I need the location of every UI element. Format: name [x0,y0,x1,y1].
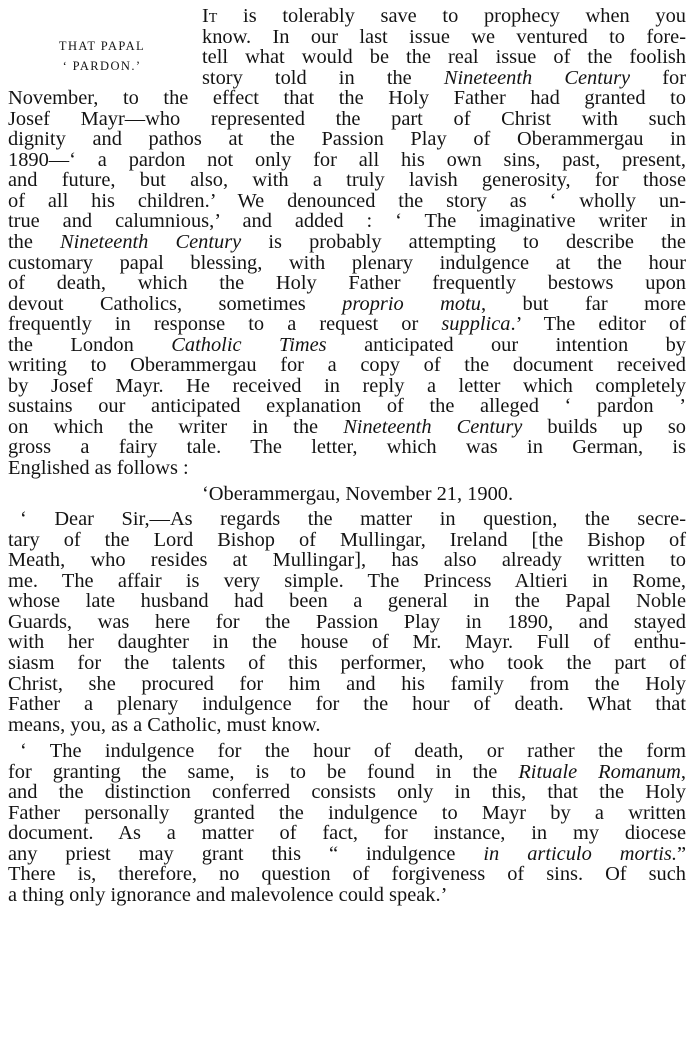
letter-line: Christ, she procured for him and his family from the Holy [8,672,686,695]
text-run: , but far more [480,292,686,315]
italic-run: in articulo mortis. [483,842,677,865]
text-run: and the distinction conferred consists only in this, that the Holy [8,781,686,804]
text-run: know. In our last issue we ventured to fore- [202,25,686,48]
article-line [8,314,686,335]
article-line [8,191,686,212]
italic-run: proprio motu [342,292,481,315]
letter-line [8,782,686,803]
text-run: story told in the [202,66,444,89]
margin-heading-line-1: THAT PAPAL [58,39,146,53]
article-body [8,6,686,906]
text-run: is probably attempting to describe the [241,231,686,254]
text-run: of death, which the Holy Father frequently bestows upon [8,272,686,295]
article-line [8,437,686,458]
article-line [202,27,686,48]
text-run: writing to Oberammergau for a copy of the document received [8,354,686,377]
text-run: true and calumnious,’ and added : ‘ The imaginative writer in [8,210,686,233]
article-line [202,68,686,89]
text-run: tell what would be the real issue of the foolish [202,46,686,69]
letter-line [8,864,686,885]
text-run: by Josef Mayr. He received in reply a letter which completely [8,374,686,397]
article-line [8,417,686,438]
article-line [8,335,686,356]
text-run: document. As a matter of fact, for instance, in my diocese [8,822,686,845]
text-run: frequently in response to a request or [8,313,442,336]
letter-line: siasm for the talents of this performer, who took the part of [8,651,686,674]
text-run: the London [8,333,172,356]
margin-heading [8,36,196,76]
text-run: customary papal blessing, with plenary indulgence at the hour [8,251,686,274]
text-run: on which the writer in the [8,415,344,438]
article-line [8,150,686,171]
text-run: is tolerably save to prophecy when you [217,5,686,27]
article-line [8,109,686,130]
italic-run: Nineteenth Century [60,231,242,254]
italic-run: supplica [441,313,511,336]
text-run: , [680,760,686,783]
margin-heading-line-2: ‘ PARDON.’ [62,59,142,73]
text-run: for [630,66,687,89]
article-line [8,355,686,376]
letter-line [8,803,686,824]
letter-line: Father a plenary indulgence for the hour of death. What that [8,693,686,716]
letter-dateline: ‘Oberammergau, November 21, 1900. [202,482,514,505]
text-run: a thing only ignorance and malevolence could speak.’ [8,883,448,906]
text-run: Josef Mayr—who represented the part of Christ with such [8,107,686,130]
letter-line [8,741,686,762]
text-run: Englished as follows : [8,457,189,480]
article-line [8,129,686,150]
article-line [202,6,686,27]
text-run: sustains our anticipated explanation of the alleged ‘ pardon ’ [8,395,686,418]
text-run: devout Catholics, sometimes [8,292,343,315]
text-run: the [8,231,61,254]
text-run: any priest may grant this “ indulgence [8,842,484,865]
article-line [202,47,686,68]
italic-run: Nineteenth Century [343,415,523,438]
article-line [8,232,686,253]
article-line [8,396,686,417]
text-run: November, to the effect that the Holy Father had granted to [8,87,686,110]
text-run: dignity and pathos at the Passion Play of Oberammergau in [8,128,686,151]
article-line [8,458,686,479]
text-run: and future, but also, with a truly lavish generosity, for those [8,169,686,192]
letter-line: tary of the Lord Bishop of Mullingar, Ireland [the Bishop of [8,528,686,551]
article-line [8,376,686,397]
italic-run: Catholic Times [171,333,327,356]
italic-run: Rituale Romanum [518,760,681,783]
article-line [8,211,686,232]
text-run: for granting the same, is to be found in the [8,760,519,783]
letter-line: ‘ Dear Sir,—As regards the matter in question, the secre- [20,508,686,531]
article-line [8,273,686,294]
letter-line: with her daughter in the house of Mr. Mayr. Full of enthu- [8,631,686,654]
letter-line: means, you, as a Catholic, must know. [8,713,321,736]
letter-line: Guards, was here for the Passion Play in 1890, and stayed [8,610,686,633]
letter-line [8,885,686,906]
letter-line: Meath, who resides at Mullingar], has also already written to [8,549,686,572]
letter-line: me. The affair is very simple. The Princess Altieri in Rome, [8,569,686,592]
article-line [8,170,686,191]
letter-line [8,762,686,783]
article-line [8,294,686,315]
text-run: ‘ The indulgence for the hour of death, or rather the form [20,740,686,763]
text-run: builds up so [522,415,686,438]
text-run: There is, therefore, no question of forgiveness of sins. Of such [8,863,686,886]
smallcaps-run: It [202,5,218,27]
letter-line [8,823,686,844]
text-run: gross a fairy tale. The letter, which was in German, is [8,436,686,459]
text-run: ” [676,842,687,865]
letter-line [8,844,686,865]
article-line [8,88,686,109]
text-run: 1890—‘ a pardon not only for all his own sins, past, present, [8,148,686,171]
article-line [8,253,686,274]
text-run: Father personally granted the indulgence to Mayr by a written [8,801,686,824]
article-page [8,6,686,906]
text-run: .’ The editor of [510,313,686,336]
letter-line: whose late husband had been a general in the Papal Noble [8,590,686,613]
text-run: anticipated our intention by [326,333,686,356]
italic-run: Nineteenth Century [443,66,631,89]
text-run: of all his children.’ We denounced the story as ‘ wholly un- [8,189,686,212]
